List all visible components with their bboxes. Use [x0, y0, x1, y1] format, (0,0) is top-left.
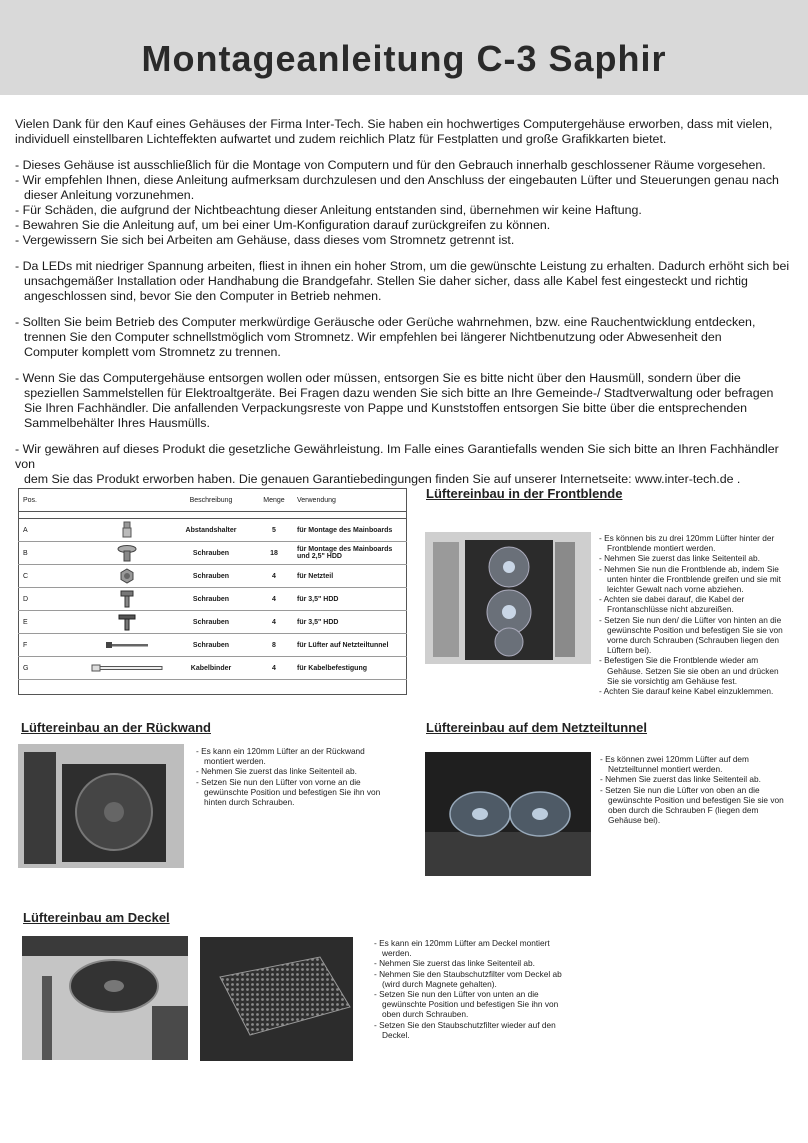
section-heading-tunnel: Lüftereinbau auf dem Netzteiltunnel — [426, 720, 648, 735]
intro-paragraph: Vielen Dank für den Kauf eines Gehäuses der Firma Inter-Tech. Sie haben ein hochwertiges Computergehäuse erworben, dass mit vielen, individuell einstellbaren Lichteffekten aufwartet und zudem reichlich Platz für Festplatten und große Grafikkarten bietet. — [15, 117, 773, 146]
photo-front-fans — [425, 532, 591, 664]
photo-tunnel-fans — [425, 752, 591, 876]
table-row: C Schrauben 4 für Netzteil — [19, 565, 407, 588]
safety-paragraph: - Dieses Gehäuse ist ausschließlich für die Montage von Computern und für den Gebrauch innerhalb geschlossener Räume vorgesehen. - Wir empfehlen Ihnen, diese Anleitung aufmerksam durchzulesen und den Anschluss der eingebauten Lüfter und Steuerungen genau nach dieser Anleitung vorzunehmen. - Für Schäden, die aufgrund der Nichtbeachtung dieser Anleitung entstanden sind, übernehmen wir keine Haftung. - Bewahren Sie die Anleitung auf, um bei einer Um-Konfiguration darauf zurückgreifen zu können. - Vergewissern Sie sich bei Arbeiten am Gehäuse, dass dieses vom Stromnetz getrennt ist. — [15, 158, 779, 247]
screw-hex-icon — [119, 568, 135, 584]
screw-t-icon — [118, 613, 136, 631]
col-desc: Beschreibung — [167, 489, 255, 512]
section-heading-top: Lüftereinbau am Deckel — [23, 910, 170, 925]
warranty-paragraph: - Wir gewähren auf dieses Produkt die gesetzliche Gewährleistung. Im Falle eines Garantiefalls wenden Sie sich bitte an Ihren Fachhändler von dem Sie das Produkt erworben haben. Die genauen Garantiebedingungen finden Sie auf unserer Internetseite: www.inter-tech.de . — [15, 442, 779, 486]
led-paragraph: - Da LEDs mit niedriger Spannung arbeiten, fliest in ihnen ein hoher Strom, um die gewünschte Leistung zu erhalten. Dadurch erhöht sich bei unsachgemäßer Installation oder Handhabung die Brandgefahr. Stellen Sie daher sicher, dass alle Kabel fest eingesteckt und richtig angeschlossen sind, bevor Sie den Computer in Betrieb nehmen. — [15, 259, 790, 303]
section-heading-front: Lüftereinbau in der Frontblende — [426, 486, 623, 501]
cable-tie-icon — [91, 663, 163, 673]
front-instructions: - Es können bis zu drei 120mm Lüfter hinter der Frontblende montiert werden. - Nehmen Sie zuerst das linke Seitenteil ab. - Nehmen Sie nun die Frontblende ab, indem Sie unten hinter die Frontblende greifen und sie mit leichter Gewalt nach vorne abziehen. - Achten sie dabei darauf, die Kabel der Frontanschlüsse nicht abzureißen. - Setzen Sie nun den/ die Lüfter von hinten an die gewünschte Position und befestigen Sie sie von vorne durch Schrauben (Schrauben liegen den Lüftern bei). - Befestigen Sie die Frontblende wieder am Gehäuse. Setzen Sie sie oben an und drücken Sie sie vorsichtig am Gehäuse fest. - Achten Sie darauf keine Kabel einzuklemmen. — [599, 533, 783, 697]
col-use: Verwendung — [293, 489, 407, 512]
col-qty: Menge — [255, 489, 293, 512]
intro-text — [15, 117, 795, 498]
screw-flat-icon — [116, 544, 138, 562]
noise-paragraph: - Sollten Sie beim Betrieb des Computer merkwürdige Geräusche oder Gerüche wahrnehmen, bzw. eine Rauchentwicklung entdecken, trennen Sie den Computer schnellstmöglich vom Stromnetz. Wir empfehlen bei längerer Nichtbenutzung oder Abwesenheit den Computer komplett vom Stromnetz zu trennen. — [15, 315, 756, 359]
tunnel-instructions: - Es können zwei 120mm Lüfter auf dem Netzteiltunnel montiert werden. - Nehmen Sie zuerst das linke Seitenteil ab. - Setzen Sie nun die Lüfter von oben an die gewünschte Position und befestigen Sie sie von oben durch die Schrauben F (liegen dem Gehäuse bei). — [600, 754, 784, 826]
table-row: B Schrauben 18 für Montage des Mainboards und 2,5" HDD — [19, 542, 407, 565]
table-row: E Schrauben 4 für 3,5" HDD — [19, 611, 407, 634]
table-row: D Schrauben 4 für 3,5" HDD — [19, 588, 407, 611]
page-title: Montageanleitung C-3 Saphir — [141, 38, 667, 79]
disposal-paragraph: - Wenn Sie das Computergehäuse entsorgen wollen oder müssen, entsorgen Sie es bitte nicht über den Hausmüll, sondern über die speziellen Sammelstellen für Elektroaltgeräte. Bei Fragen dazu wenden Sie sich bitte an Ihre Gemeinde-/ Stadtverwaltung oder befragen Sie Ihren Fachhändler. Die anfallenden Verpackungsreste von Pappe und Kunststoffen entsorgen Sie bitte über die entsprechenden Sammelbehälter Ihres Hausmülls. — [15, 371, 774, 430]
parts-table — [18, 488, 407, 695]
photo-top-fan — [22, 936, 188, 1060]
photo-rear-fan — [18, 744, 184, 868]
col-pos: Pos. — [19, 489, 88, 512]
table-header-row — [19, 489, 407, 512]
photo-top-filter — [200, 937, 353, 1061]
screw-long-icon — [105, 640, 149, 650]
section-heading-rear: Lüftereinbau an der Rückwand — [21, 720, 211, 735]
top-instructions: - Es kann ein 120mm Lüfter am Deckel montiert werden. - Nehmen Sie zuerst das linke Seitenteil ab. - Nehmen Sie den Staubschutzfilter vom Deckel ab (wird durch Magnete gehalten). - Setzen Sie nun den Lüfter von unten an die gewünschte Position und befestigen Sie ihn von oben durch Schrauben. - Setzen Sie den Staubschutzfilter wieder auf den Deckel. — [374, 938, 562, 1040]
standoff-icon — [121, 521, 133, 539]
screw-large-icon — [119, 590, 135, 608]
table-row: G Kabelbinder 4 für Kabelbefestigung — [19, 657, 407, 680]
rear-instructions: - Es kann ein 120mm Lüfter an der Rückwand montiert werden. - Nehmen Sie zuerst das linke Seitenteil ab. - Setzen Sie nun den Lüfter von vorne an die gewünschte Position und befestigen Sie ihn von hinten durch Schrauben. — [196, 746, 381, 808]
table-row: A Abstandshalter 5 für Montage des Mainboards — [19, 519, 407, 542]
table-row: F Schrauben 8 für Lüfter auf Netzteiltunnel — [19, 634, 407, 657]
